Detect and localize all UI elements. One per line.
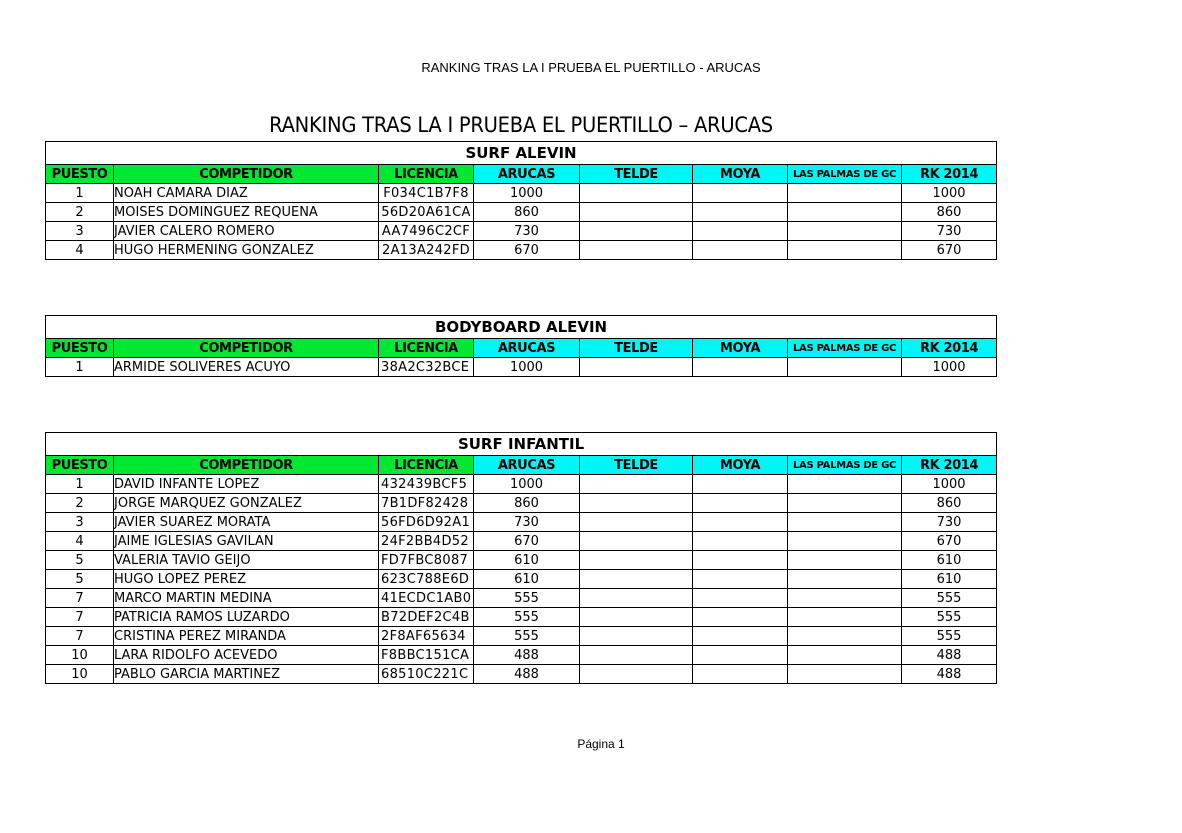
las-palmas-cell (788, 358, 902, 377)
puesto-cell: 2 (46, 203, 114, 222)
moya-cell (693, 551, 788, 570)
telde-cell (580, 203, 693, 222)
arucas-cell: 730 (474, 513, 580, 532)
arucas-cell: 860 (474, 203, 580, 222)
table-row (46, 627, 997, 646)
arucas-cell: 555 (474, 589, 580, 608)
las-palmas-cell (788, 589, 902, 608)
table-row (46, 513, 997, 532)
document-title: RANKING TRAS LA I PRUEBA EL PUERTILLO – ARUCAS (269, 113, 773, 137)
licencia-cell: 2F8AF65634 (379, 627, 474, 646)
moya-cell (693, 222, 788, 241)
puesto-cell: 4 (46, 241, 114, 260)
rk2014-cell: 488 (902, 665, 997, 684)
section-title: SURF INFANTIL (46, 433, 997, 456)
telde-cell (580, 532, 693, 551)
col-puesto: PUESTO (46, 456, 114, 475)
rk2014-cell: 610 (902, 551, 997, 570)
puesto-cell: 10 (46, 646, 114, 665)
puesto-cell: 7 (46, 627, 114, 646)
licencia-cell: B72DEF2C4B (379, 608, 474, 627)
las-palmas-cell (788, 184, 902, 203)
competidor-cell: JAIME IGLESIAS GAVILAN (114, 532, 379, 551)
moya-cell (693, 241, 788, 260)
arucas-cell: 1000 (474, 184, 580, 203)
licencia-cell: 623C788E6D (379, 570, 474, 589)
licencia-cell: F8BBC151CA (379, 646, 474, 665)
telde-cell (580, 627, 693, 646)
telde-cell (580, 241, 693, 260)
ranking-table-surf-alevin (45, 141, 997, 260)
competidor-cell: MARCO MARTIN MEDINA (114, 589, 379, 608)
las-palmas-cell (788, 551, 902, 570)
col-telde: TELDE (580, 339, 693, 358)
competidor-cell: JAVIER CALERO ROMERO (114, 222, 379, 241)
arucas-cell: 730 (474, 222, 580, 241)
competidor-cell: LARA RIDOLFO ACEVEDO (114, 646, 379, 665)
column-header-row (46, 165, 997, 184)
table-row (46, 203, 997, 222)
rk2014-cell: 488 (902, 646, 997, 665)
competidor-cell: HUGO HERMENING GONZALEZ (114, 241, 379, 260)
telde-cell (580, 551, 693, 570)
competidor-cell: VALERIA TAVIO GEIJO (114, 551, 379, 570)
ranking-table-bodyboard-alevin (45, 315, 997, 377)
table-row (46, 222, 997, 241)
rk2014-cell: 730 (902, 222, 997, 241)
col-rk-2014: RK 2014 (902, 339, 997, 358)
puesto-cell: 5 (46, 551, 114, 570)
column-header-row (46, 339, 997, 358)
rk2014-cell: 1000 (902, 475, 997, 494)
col-competidor: COMPETIDOR (114, 165, 379, 184)
moya-cell (693, 513, 788, 532)
licencia-cell: F034C1B7F8 (379, 184, 474, 203)
page-footer: Página 1 (577, 737, 625, 751)
las-palmas-cell (788, 570, 902, 589)
moya-cell (693, 475, 788, 494)
licencia-cell: 56D20A61CA (379, 203, 474, 222)
licencia-cell: FD7FBC8087 (379, 551, 474, 570)
table-row (46, 241, 997, 260)
licencia-cell: 68510C221C (379, 665, 474, 684)
arucas-cell: 555 (474, 608, 580, 627)
competidor-cell: CRISTINA PEREZ MIRANDA (114, 627, 379, 646)
competidor-cell: HUGO LOPEZ PEREZ (114, 570, 379, 589)
table-body (46, 475, 997, 684)
col-telde: TELDE (580, 165, 693, 184)
las-palmas-cell (788, 665, 902, 684)
rk2014-cell: 670 (902, 241, 997, 260)
moya-cell (693, 532, 788, 551)
table-row (46, 589, 997, 608)
licencia-cell: 7B1DF82428 (379, 494, 474, 513)
las-palmas-cell (788, 494, 902, 513)
las-palmas-cell (788, 513, 902, 532)
arucas-cell: 488 (474, 665, 580, 684)
arucas-cell: 610 (474, 570, 580, 589)
puesto-cell: 2 (46, 494, 114, 513)
col-moya: MOYA (693, 456, 788, 475)
table-row (46, 665, 997, 684)
col-las-palmas: LAS PALMAS DE GC (788, 339, 902, 358)
moya-cell (693, 184, 788, 203)
col-rk-2014: RK 2014 (902, 456, 997, 475)
moya-cell (693, 608, 788, 627)
rk2014-cell: 1000 (902, 358, 997, 377)
telde-cell (580, 494, 693, 513)
col-competidor: COMPETIDOR (114, 339, 379, 358)
competidor-cell: DAVID INFANTE LOPEZ (114, 475, 379, 494)
telde-cell (580, 646, 693, 665)
arucas-cell: 555 (474, 627, 580, 646)
section-title: SURF ALEVIN (46, 142, 997, 165)
telde-cell (580, 513, 693, 532)
rk2014-cell: 610 (902, 570, 997, 589)
licencia-cell: 38A2C32BCE (379, 358, 474, 377)
competidor-cell: NOAH CAMARA DIAZ (114, 184, 379, 203)
column-header-row (46, 456, 997, 475)
telde-cell (580, 570, 693, 589)
arucas-cell: 488 (474, 646, 580, 665)
col-arucas: ARUCAS (474, 339, 580, 358)
telde-cell (580, 608, 693, 627)
puesto-cell: 1 (46, 358, 114, 377)
puesto-cell: 1 (46, 475, 114, 494)
telde-cell (580, 665, 693, 684)
competidor-cell: JORGE MARQUEZ GONZALEZ (114, 494, 379, 513)
puesto-cell: 5 (46, 570, 114, 589)
moya-cell (693, 494, 788, 513)
table-row (46, 494, 997, 513)
arucas-cell: 1000 (474, 475, 580, 494)
moya-cell (693, 646, 788, 665)
table-row (46, 532, 997, 551)
puesto-cell: 1 (46, 184, 114, 203)
table-row (46, 608, 997, 627)
licencia-cell: 2A13A242FD (379, 241, 474, 260)
col-moya: MOYA (693, 165, 788, 184)
puesto-cell: 4 (46, 532, 114, 551)
arucas-cell: 610 (474, 551, 580, 570)
las-palmas-cell (788, 203, 902, 222)
section-title: BODYBOARD ALEVIN (46, 316, 997, 339)
table-row (46, 551, 997, 570)
licencia-cell: 432439BCF5 (379, 475, 474, 494)
telde-cell (580, 589, 693, 608)
rk2014-cell: 670 (902, 532, 997, 551)
arucas-cell: 860 (474, 494, 580, 513)
telde-cell (580, 222, 693, 241)
rk2014-cell: 1000 (902, 184, 997, 203)
rk2014-cell: 555 (902, 608, 997, 627)
col-puesto: PUESTO (46, 339, 114, 358)
col-moya: MOYA (693, 339, 788, 358)
moya-cell (693, 358, 788, 377)
col-arucas: ARUCAS (474, 456, 580, 475)
puesto-cell: 3 (46, 513, 114, 532)
puesto-cell: 10 (46, 665, 114, 684)
rk2014-cell: 555 (902, 627, 997, 646)
table-row (46, 358, 997, 377)
rk2014-cell: 860 (902, 203, 997, 222)
arucas-cell: 1000 (474, 358, 580, 377)
moya-cell (693, 570, 788, 589)
arucas-cell: 670 (474, 241, 580, 260)
rk2014-cell: 555 (902, 589, 997, 608)
ranking-table-surf-infantil (45, 432, 997, 684)
col-las-palmas: LAS PALMAS DE GC (788, 165, 902, 184)
telde-cell (580, 184, 693, 203)
puesto-cell: 7 (46, 608, 114, 627)
las-palmas-cell (788, 646, 902, 665)
las-palmas-cell (788, 241, 902, 260)
telde-cell (580, 475, 693, 494)
las-palmas-cell (788, 627, 902, 646)
arucas-cell: 670 (474, 532, 580, 551)
rk2014-cell: 730 (902, 513, 997, 532)
table-row (46, 646, 997, 665)
licencia-cell: 24F2BB4D52 (379, 532, 474, 551)
col-las-palmas: LAS PALMAS DE GC (788, 456, 902, 475)
col-arucas: ARUCAS (474, 165, 580, 184)
las-palmas-cell (788, 222, 902, 241)
moya-cell (693, 203, 788, 222)
competidor-cell: JAVIER SUAREZ MORATA (114, 513, 379, 532)
table-row (46, 570, 997, 589)
col-competidor: COMPETIDOR (114, 456, 379, 475)
licencia-cell: 56FD6D92A1 (379, 513, 474, 532)
licencia-cell: 41ECDC1AB0 (379, 589, 474, 608)
col-telde: TELDE (580, 456, 693, 475)
col-puesto: PUESTO (46, 165, 114, 184)
las-palmas-cell (788, 475, 902, 494)
competidor-cell: PABLO GARCIA MARTINEZ (114, 665, 379, 684)
las-palmas-cell (788, 608, 902, 627)
competidor-cell: PATRICIA RAMOS LUZARDO (114, 608, 379, 627)
table-row (46, 184, 997, 203)
moya-cell (693, 665, 788, 684)
rk2014-cell: 860 (902, 494, 997, 513)
puesto-cell: 7 (46, 589, 114, 608)
col-licencia: LICENCIA (379, 165, 474, 184)
licencia-cell: AA7496C2CF (379, 222, 474, 241)
competidor-cell: ARMIDE SOLIVERES ACUYO (114, 358, 379, 377)
puesto-cell: 3 (46, 222, 114, 241)
page-header: RANKING TRAS LA I PRUEBA EL PUERTILLO - ARUCAS (421, 60, 761, 75)
col-rk-2014: RK 2014 (902, 165, 997, 184)
col-licencia: LICENCIA (379, 339, 474, 358)
table-row (46, 475, 997, 494)
moya-cell (693, 627, 788, 646)
telde-cell (580, 358, 693, 377)
table-body (46, 184, 997, 260)
competidor-cell: MOISES DOMINGUEZ REQUENA (114, 203, 379, 222)
col-licencia: LICENCIA (379, 456, 474, 475)
table-body (46, 358, 997, 377)
las-palmas-cell (788, 532, 902, 551)
moya-cell (693, 589, 788, 608)
